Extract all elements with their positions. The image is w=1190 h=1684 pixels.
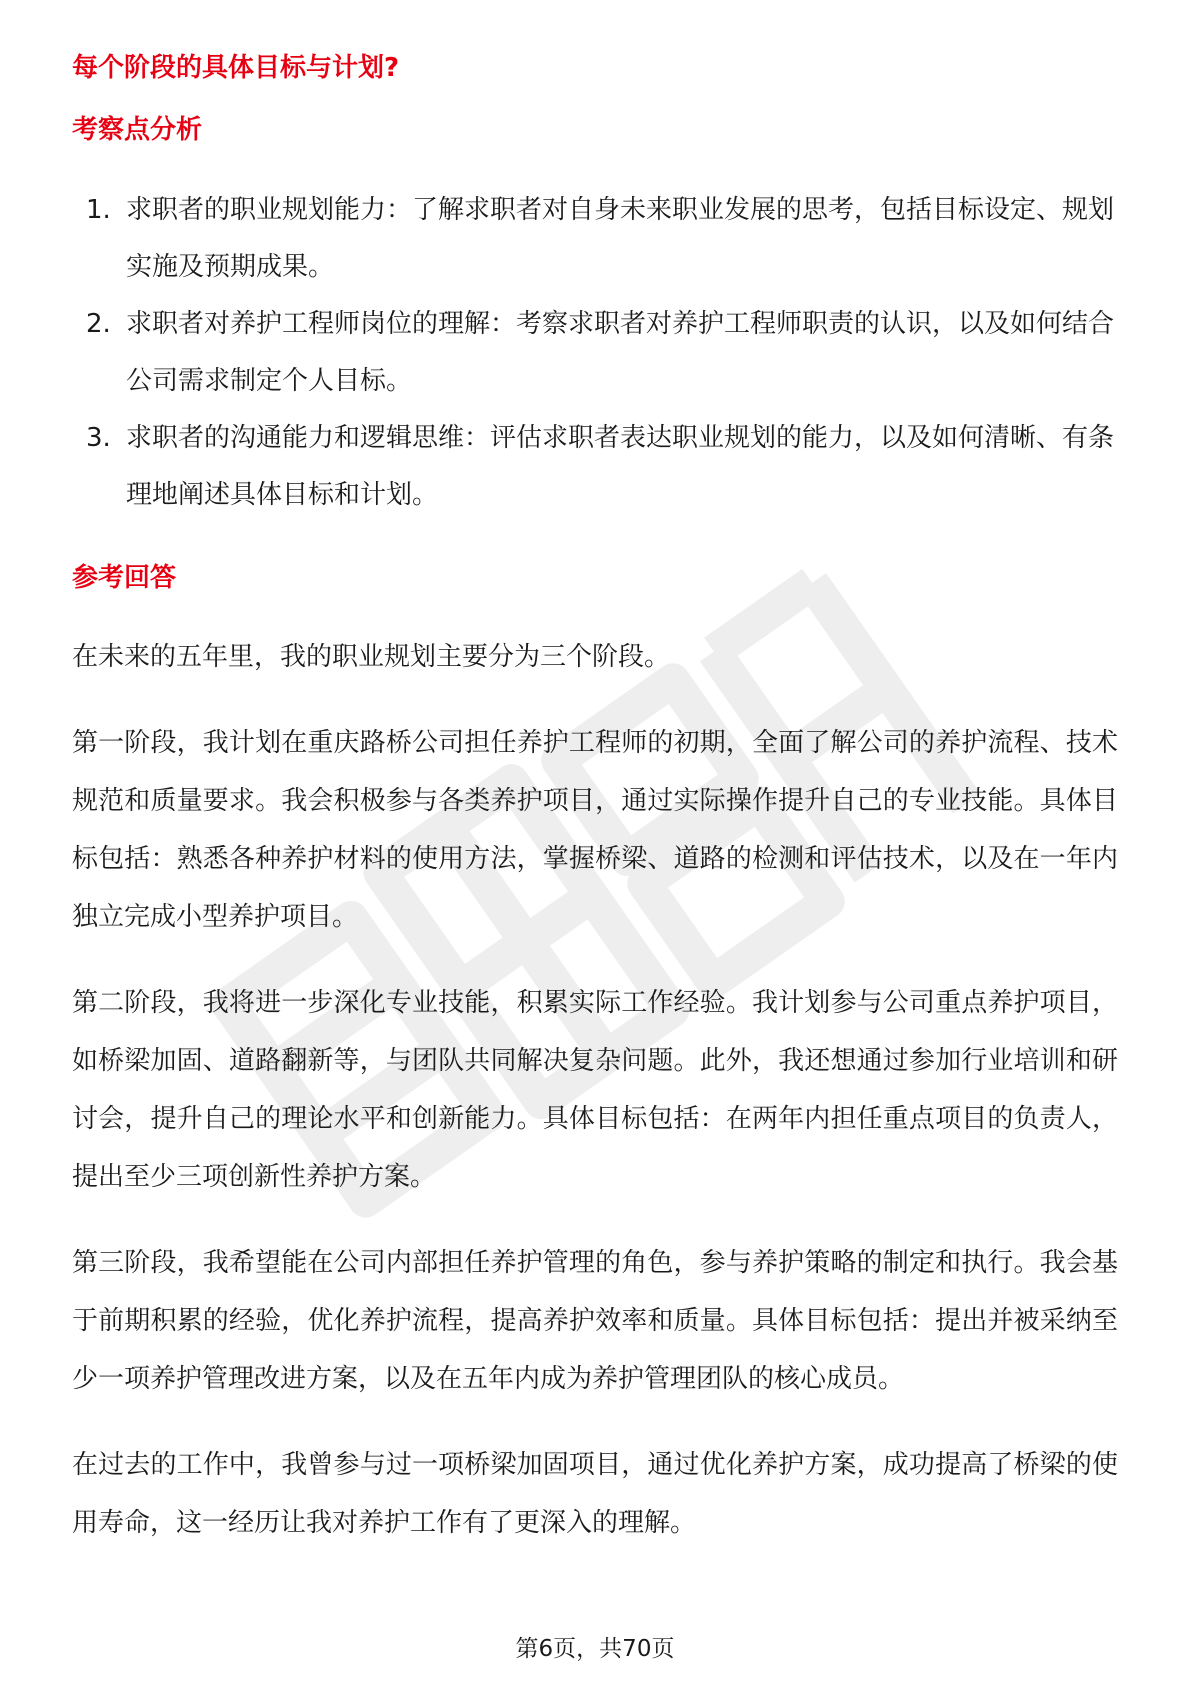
answer-heading: 参考回答 bbox=[72, 563, 177, 593]
answer-paragraph: 在过去的工作中，我曾参与过一项桥梁加固项目，通过优化养护方案，成功提高了桥梁的使用寿命，这一经历让我对养护工作有了更深入的理解。 bbox=[72, 1450, 1118, 1538]
document-content bbox=[72, 48, 1118, 1552]
analysis-heading: 考察点分析 bbox=[72, 115, 203, 145]
list-item bbox=[72, 410, 1118, 524]
question-title: 每个阶段的具体目标与计划? bbox=[72, 53, 400, 83]
list-item-text: 求职者的沟通能力和逻辑思维：评估求职者表达职业规划的能力，以及如何清晰、有条理地阐述具体目标和计划。 bbox=[126, 423, 1115, 510]
list-item-number: 1. bbox=[86, 195, 111, 225]
answer-paragraph: 第二阶段，我将进一步深化专业技能，积累实际工作经验。我计划参与公司重点养护项目，如桥梁加固、道路翻新等，与团队共同解决复杂问题。此外，我还想通过参加行业培训和研讨会，提升自己的理论水平和创新能力。具体目标包括：在两年内担任重点项目的负责人，提出至少三项创新性养护方案。 bbox=[72, 988, 1118, 1192]
answer-paragraph: 第三阶段，我希望能在公司内部担任养护管理的角色，参与养护策略的制定和执行。我会基于前期积累的经验，优化养护流程，提高养护效率和质量。具体目标包括：提出并被采纳至少一项养护管理改进方案，以及在五年内成为养护管理团队的核心成员。 bbox=[72, 1248, 1118, 1394]
list-item bbox=[72, 296, 1118, 410]
analysis-list bbox=[72, 182, 1118, 524]
list-item-text: 求职者的职业规划能力：了解求职者对自身未来职业发展的思考，包括目标设定、规划实施及预期成果。 bbox=[126, 195, 1115, 282]
list-item-number: 2. bbox=[86, 309, 111, 339]
list-item-number: 3. bbox=[86, 423, 111, 453]
list-item bbox=[72, 182, 1118, 296]
answer-paragraph: 第一阶段，我计划在重庆路桥公司担任养护工程师的初期，全面了解公司的养护流程、技术规范和质量要求。我会积极参与各类养护项目，通过实际操作提升自己的专业技能。具体目标包括：熟悉各种养护材料的使用方法，掌握桥梁、道路的检测和评估技术，以及在一年内独立完成小型养护项目。 bbox=[72, 728, 1118, 932]
answer-paragraph: 在未来的五年里，我的职业规划主要分为三个阶段。 bbox=[72, 642, 671, 672]
list-item-text: 求职者对养护工程师岗位的理解：考察求职者对养护工程师职责的认识，以及如何结合公司需求制定个人目标。 bbox=[126, 309, 1115, 396]
page-number-footer: 第6页，共70页 bbox=[515, 1636, 675, 1662]
